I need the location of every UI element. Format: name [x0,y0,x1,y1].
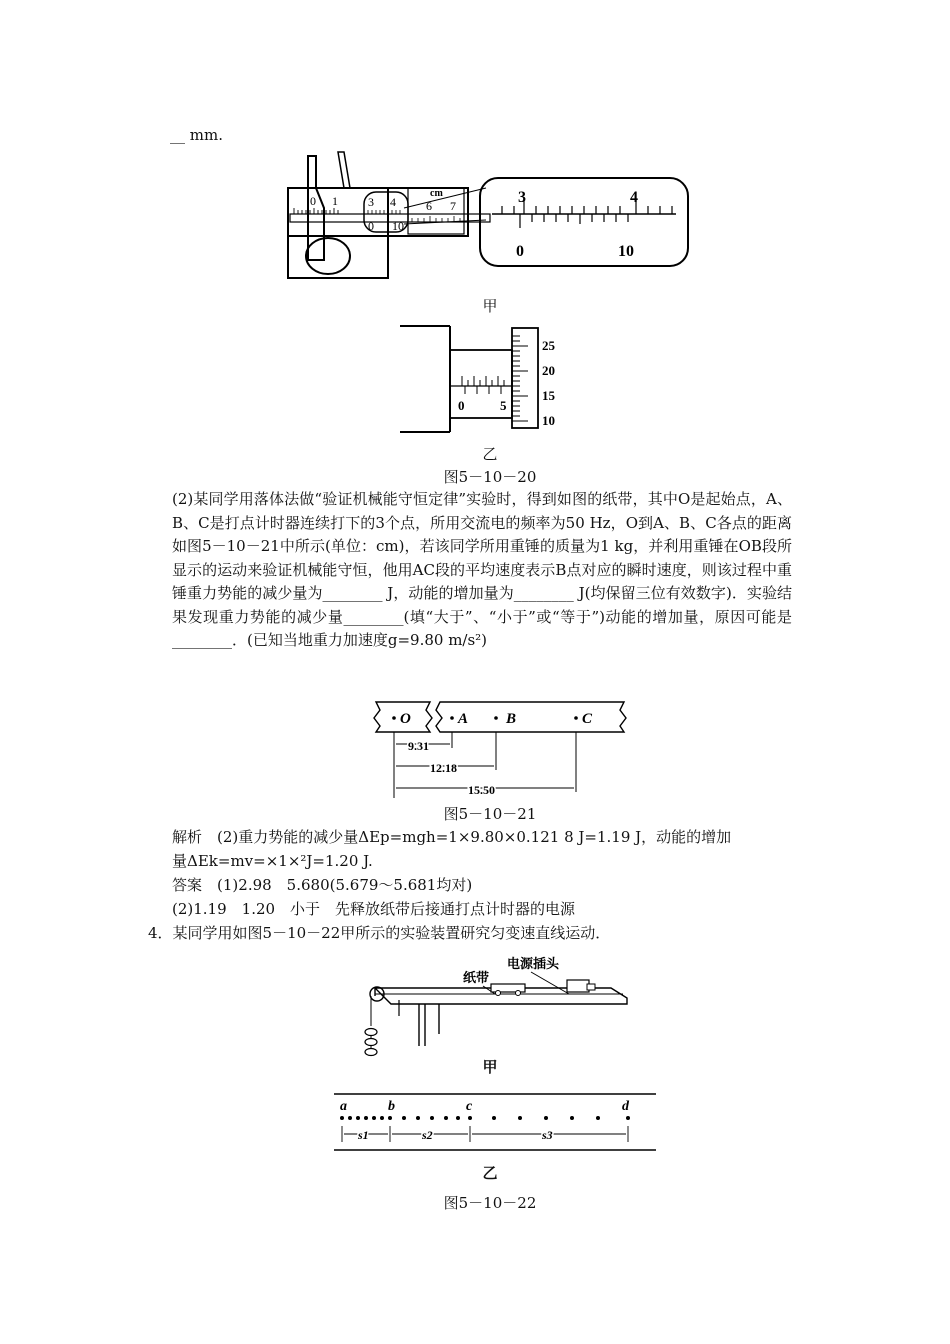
fig21-caption: 图5－10－21 [443,805,537,823]
seg-s3: s3 [542,1128,553,1142]
point-c: c [466,1099,473,1114]
label-tape: 纸带 [463,970,490,985]
dist-oc: 15.50 [468,783,495,797]
thimble-10: 10 [542,413,555,428]
fig22-yi-label: 乙 [482,1164,498,1182]
tape-point-a: A [458,711,469,727]
dist-oa: 9.31 [408,739,429,753]
dotted-tape-figure [334,1090,656,1156]
answer-label: 答案 [172,876,203,894]
thimble-20: 20 [542,363,555,378]
point-b: b [388,1099,395,1114]
main-tick-6: 6 [426,199,432,213]
answer-text-1: (1)2.98 5.680(5.679～5.681均对) [217,876,473,894]
fig20-yi-label: 乙 [482,445,498,463]
vernier-ten: 10 [392,219,404,233]
fig20-caption: 图5－10－20 [443,468,537,486]
point-a: a [340,1099,347,1114]
tape-point-c: C [582,711,593,727]
fig22-jia-label: 甲 [482,1058,498,1076]
main-tick-1: 1 [332,194,338,208]
zoom-main-3: 3 [518,189,526,206]
answer-line-1 [172,874,472,896]
solution-line-2: 量ΔEk=mv=×1×²J=1.20 J. [172,852,373,870]
micrometer-figure [396,322,596,436]
thimble-15: 15 [542,388,555,403]
dist-ob: 12.18 [430,761,457,775]
label-plug: 电源插头 [507,956,560,971]
fig20-jia-label: 甲 [482,297,498,315]
tape-point-o: O [400,711,411,727]
vernier-tick-3: 3 [368,195,374,209]
seg-s1: s1 [358,1128,369,1142]
main-tick-7: 7 [450,199,456,213]
seg-s2: s2 [422,1128,433,1142]
thimble-25: 25 [542,338,555,353]
question-2-text: (2)某同学用落体法做“验证机械能守恒定律”实验时，得到如图的纸带，其中O是起始点，A、B、C是打点计时器连续打下的3个点，所用交流电的频率为50 Hz，O到A、B、C各点的距离如图5－10－21中所示(单位：cm)，若该同学所用重锤的质量为1 kg，并利用重锤在OB段所显示的运动来验证机械能守恒，他用AC段的平均速度表示B点对应的瞬时速度，则该过程中重锤重力势能的减少量为________ J，动能的增加量为________ J(均保留三位有效数字)．实验结果发现重力势能的减少量________(填“大于”、“小于”或“等于”)动能的增加量，原因可能是________．(已知当地重力加速度g=9.80 m/s²) [172,490,792,649]
zoom-vernier-10: 10 [618,243,634,260]
fig22-caption: 图5－10－22 [443,1194,537,1212]
tape-point-b: B [506,711,517,727]
point-d: d [622,1099,629,1114]
solution-text-1: (2)重力势能的减少量ΔEp=mgh=1×9.80×0.121 8 J=1.19 J，动能的增加 [217,828,732,846]
top-blank-text: __ mm. [170,126,223,144]
solution-label: 解析 [172,828,203,846]
unit-cm: cm [430,188,443,199]
sleeve-0: 0 [458,398,465,413]
solution-line-1 [172,826,731,848]
question-4-text: 4．某同学用如图5－10－22甲所示的实验装置研究匀变速直线运动． [148,924,611,942]
zoom-main-4: 4 [630,189,638,206]
vernier-tick-4: 4 [390,195,396,209]
tape-figure-21 [370,700,630,800]
main-tick-0: 0 [310,194,316,208]
apparatus-figure [355,950,635,1060]
zoom-vernier-0: 0 [516,243,524,260]
answer-line-2: (2)1.19 1.20 小于 先释放纸带后接通打点计时器的电源 [172,900,576,918]
sleeve-5: 5 [500,398,507,413]
vernier-zero: 0 [368,219,374,233]
caliper-figure [280,148,700,298]
